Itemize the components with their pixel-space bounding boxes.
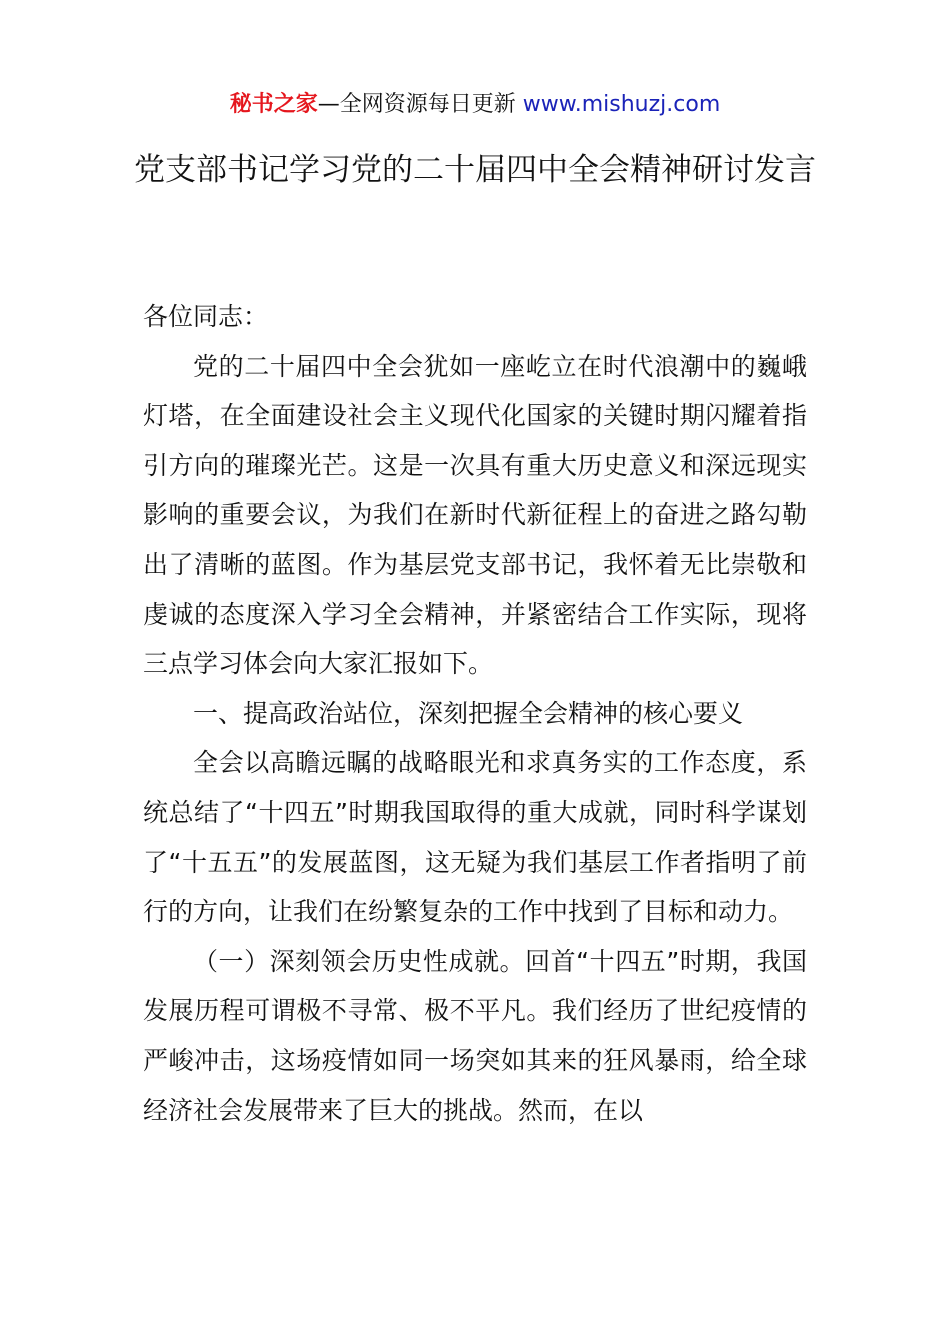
- section-heading-1: 一、提高政治站位，深刻把握全会精神的核心要义: [193, 698, 744, 728]
- site-tagline: —全网资源每日更新: [317, 92, 523, 117]
- paragraph-subsection-1: （一）深刻领会历史性成就。回首“十四五”时期，我国发展历程可谓极不寻常、极不平凡。我们经历了世纪疫情的严峻冲击，这场疫情如同一场突如其来的狂风暴雨，给全球经济社会发展带来了巨大的挑战。然而，在以: [143, 946, 807, 1125]
- document-title: 党支部书记学习党的二十届四中全会精神研讨发言: [134, 152, 816, 188]
- paragraph-section-1: 全会以高瞻远瞩的战略眼光和求真务实的工作态度，系统总结了“十四五”时期我国取得的重大成就，同时科学谋划了“十五五”的发展蓝图，这无疑为我们基层工作者指明了前行的方向，让我们在纷繁复杂的工作中找到了目标和动力。: [143, 748, 807, 927]
- site-brand: 秘书之家: [229, 92, 318, 117]
- site-header: [0, 88, 950, 122]
- salutation: 各位同志：: [143, 302, 269, 331]
- document-body: [143, 292, 807, 1135]
- paragraph-intro: 党的二十届四中全会犹如一座屹立在时代浪潮中的巍峨灯塔，在全面建设社会主义现代化国家的关键时期闪耀着指引方向的璀璨光芒。这是一次具有重大历史意义和深远现实影响的重要会议，为我们在新时代新征程上的奋进之路勾勒出了清晰的蓝图。作为基层党支部书记，我怀着无比崇敬和虔诚的态度深入学习全会精神，并紧密结合工作实际，现将三点学习体会向大家汇报如下。: [143, 351, 807, 679]
- site-url-link[interactable]: www.mishuzj.com: [522, 92, 721, 117]
